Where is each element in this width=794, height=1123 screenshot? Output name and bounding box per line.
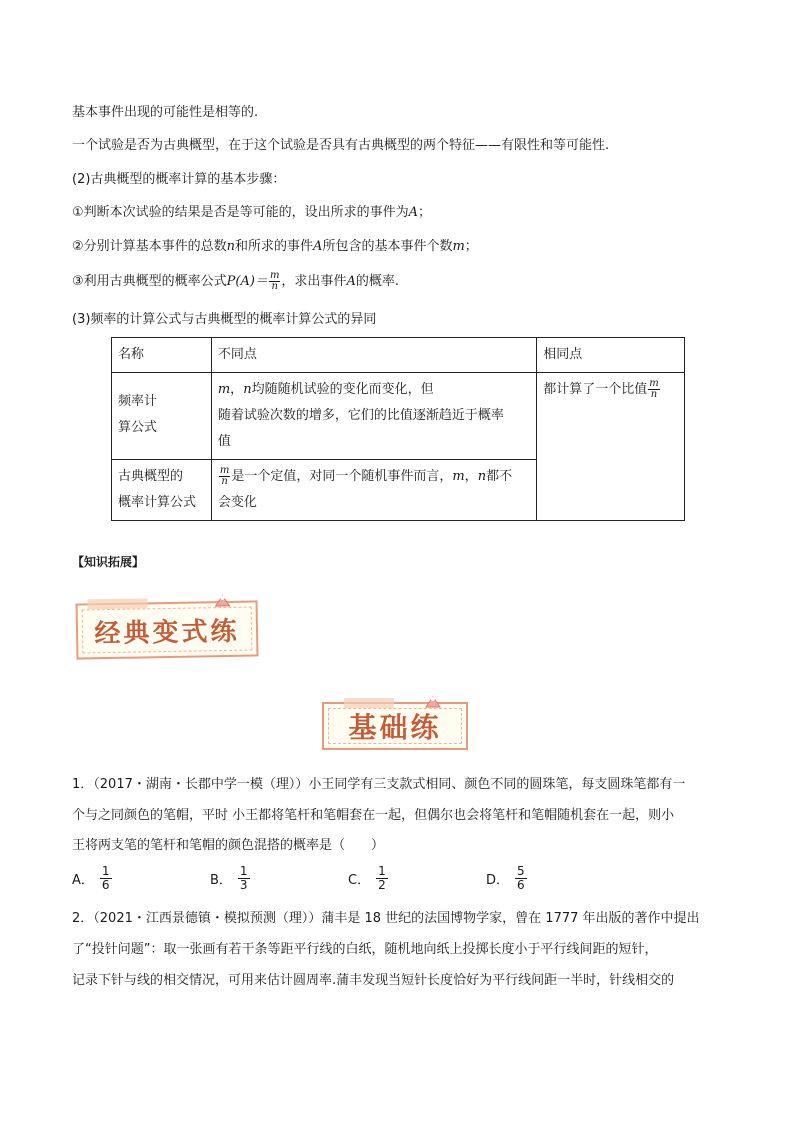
option-label: D． — [486, 873, 510, 888]
text-line — [218, 464, 530, 490]
var-m: m — [217, 382, 231, 397]
fraction — [648, 379, 659, 400]
text: 频率计 — [118, 394, 158, 409]
text: ，求出事件 — [281, 274, 347, 289]
text-line: (2)古典概型的概率计算的基本步骤： — [72, 172, 286, 187]
text: 值 — [217, 434, 231, 449]
var-m: m — [452, 469, 465, 484]
banner-title: 经典变式练 — [94, 616, 240, 649]
fraction — [376, 865, 388, 892]
var-a: A — [346, 274, 356, 289]
var-n: n — [243, 382, 252, 397]
text-line — [218, 377, 530, 403]
var-m: m — [452, 239, 465, 254]
numerator: 1 — [239, 864, 248, 878]
text: 的概率. — [355, 274, 399, 289]
text: ； — [418, 205, 432, 220]
numerator: 1 — [101, 864, 110, 878]
text: 是一个定值，对同一个随机事件而言， — [231, 469, 453, 484]
text: 随着试验次数的增多，它们的比值逐渐趋近于概率 — [217, 408, 504, 423]
text: 所包含的基本事件个数 — [322, 239, 453, 254]
text-line — [72, 238, 478, 256]
denominator: 6 — [101, 878, 110, 892]
option-b — [210, 865, 250, 892]
tape-decoration — [87, 598, 147, 609]
table-header-row — [112, 338, 685, 373]
banner-basic-exercises — [322, 702, 468, 750]
text: ， — [230, 382, 244, 397]
denominator: 2 — [378, 878, 386, 892]
text: 算公式 — [118, 420, 158, 435]
option-d — [486, 865, 527, 892]
comparison-table — [111, 337, 685, 521]
numerator: m — [269, 270, 280, 281]
text: 和所求的事件 — [235, 239, 314, 254]
option-c — [348, 865, 388, 892]
text: 均随随机试验的变化而变化，但 — [251, 382, 434, 397]
text-line: 基本事件出现的可能性是相等的. — [72, 105, 259, 120]
denominator: 6 — [517, 878, 525, 892]
option-label: C． — [348, 873, 371, 888]
header-same: 相同点 — [537, 338, 685, 373]
question-2-line: 2．（2021・江西景德镇・模拟预测（理））蒲丰是 18 世纪的法国博物学家，曾在 1777 年出版的著作中提出 — [72, 911, 700, 926]
text: ， — [464, 469, 478, 484]
text-line — [72, 204, 431, 222]
var-a: A — [408, 205, 419, 220]
fraction — [238, 865, 250, 892]
text-line: (3)频率的计算公式与古典概型的概率计算公式的异同 — [72, 312, 377, 327]
banner-classic-exercises — [76, 600, 259, 659]
denominator: 3 — [239, 878, 248, 892]
numerator: m — [649, 378, 659, 389]
text: 概率计算公式 — [118, 495, 197, 510]
banner-title: 基础练 — [348, 711, 442, 744]
cell-same — [537, 373, 685, 521]
section-heading: 【知识拓展】 — [72, 555, 145, 569]
text: 古典概型的 — [118, 469, 184, 484]
option-label: B． — [210, 873, 232, 888]
cell-diff — [211, 460, 536, 521]
cell-name — [112, 373, 212, 460]
text: ③利用古典概型的概率公式 — [72, 274, 227, 289]
cell-name — [112, 460, 212, 521]
question-2-line: 了“投针问题”：取一张画有若干条等距平行线的白纸，随机地向纸上投掷长度小于平行线间距的短针， — [72, 942, 658, 957]
text: ①判断本次试验的结果是否是等可能的，设出所求的事件为 — [72, 205, 409, 220]
fraction — [269, 271, 280, 292]
denominator: n — [650, 389, 658, 400]
header-name: 名称 — [112, 338, 212, 373]
numerator: m — [219, 465, 230, 476]
option-label: A． — [72, 873, 94, 888]
formula: P(A)＝ — [226, 274, 268, 289]
header-diff: 不同点 — [211, 338, 536, 373]
text-line: 一个试验是否为古典概型，在于这个试验是否具有古典概型的两个特征——有限性和等可能性. — [72, 138, 610, 153]
var-a: A — [313, 239, 323, 254]
numerator: 5 — [517, 864, 525, 878]
question-1-line: 王将两支笔的笔杆和笔帽的颜色混搭的概率是（ ） — [72, 838, 385, 853]
cell-diff — [211, 373, 536, 460]
question-1-line: 个与之同颜色的笔帽，平时 小王都将笔杆和笔帽套在一起，但偶尔也会将笔杆和笔帽随机套在一起，则小 — [72, 808, 675, 823]
numerator: 1 — [378, 864, 386, 878]
text: 会变化 — [217, 495, 257, 510]
text: ； — [464, 239, 478, 254]
fraction — [219, 466, 230, 487]
fraction — [515, 865, 527, 892]
text: ②分别计算基本事件的总数 — [72, 239, 227, 254]
fraction — [100, 865, 112, 892]
var-n: n — [477, 469, 487, 484]
text-line — [72, 270, 399, 294]
option-a — [72, 865, 112, 892]
table-row — [112, 373, 685, 460]
var-n: n — [226, 239, 236, 254]
question-1-line: 1．（2017・湖南・长郡中学一模（理））小王同学有三支款式相同、颜色不同的圆珠笔，每支圆珠笔都有一 — [72, 777, 686, 792]
denominator: n — [221, 476, 228, 487]
text: 都不 — [486, 469, 513, 484]
text: 都计算了一个比值 — [543, 382, 648, 397]
denominator: n — [271, 281, 278, 292]
question-2-line: 记录下针与线的相交情况，可用来估计圆周率.蒲丰发现当短针长度恰好为平行线间距一半时，针线相交的 — [72, 973, 675, 988]
clip-icon — [213, 594, 231, 608]
